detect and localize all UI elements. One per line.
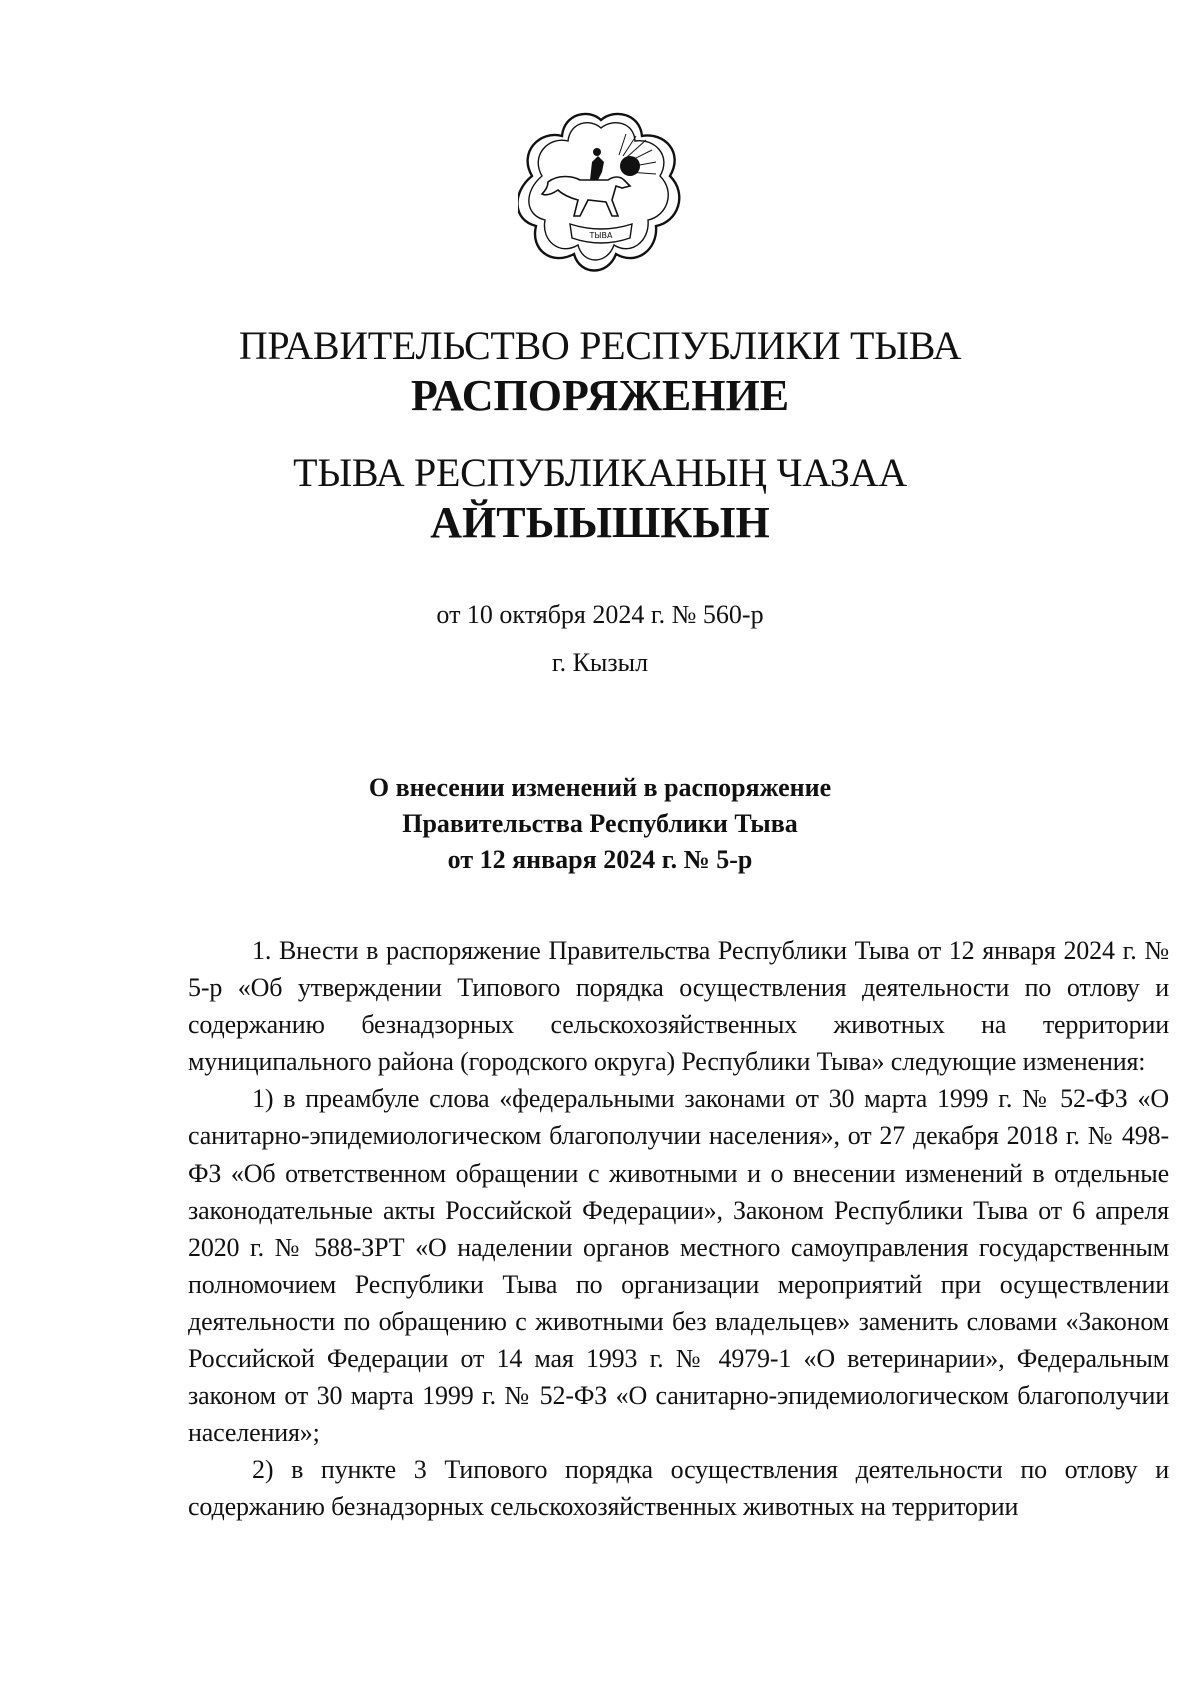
emblem-label: ТЫВА <box>589 231 613 240</box>
document-type-tyva: АЙТЫЫШКЫН <box>430 498 770 547</box>
coat-of-arms-icon <box>518 110 684 276</box>
subject-line: Правительства Республики Тыва <box>402 809 798 838</box>
document-body <box>188 932 1169 1526</box>
document-city: г. Кызыл <box>551 648 649 677</box>
subject-line: от 12 января 2024 г. № 5-р <box>447 845 753 874</box>
body-paragraph: 1) в преамбуле слова «федеральными законами от 30 марта 1999 г. № 52-ФЗ «О санитарно-эпидемиологическом благополучии населения», от 27 декабря 2018 г. № 498-ФЗ «Об ответственном обращении с животными и о внесении изменений в отдельные законодательные акты Российской Федерации», Законом Республики Тыва от 6 апреля 2020 г. № 588-ЗРТ «О наделении органов местного самоуправления государственным полномочием Республики Тыва по организации мероприятий при осуществлении деятельности по обращению с животными без владельцев» заменить словами «Законом Российской Федерации от 14 мая 1993 г. № 4979-1 «О ветеринарии», Федеральным законом от 30 марта 1999 г. № 52-ФЗ «О санитарно-эпидемиологическом благополучии населения»; <box>188 1084 1169 1448</box>
body-paragraph: 2) в пункте 3 Типового порядка осуществления деятельности по отлову и содержанию безнадзорных сельскохозяйственных животных на территории <box>188 1455 1169 1522</box>
document-type: РАСПОРЯЖЕНИЕ <box>410 371 790 420</box>
document-subject <box>0 770 1200 878</box>
subject-line: О внесении изменений в распоряжение <box>368 773 832 802</box>
government-title: ПРАВИТЕЛЬСТВО РЕСПУБЛИКИ ТЫВА <box>238 323 962 368</box>
document-date-number: от 10 октября 2024 г. № 560-р <box>436 600 764 629</box>
government-title-tyva: ТЫВА РЕСПУБЛИКАНЫҢ ЧАЗАА <box>293 450 907 495</box>
body-paragraph: 1. Внести в распоряжение Правительства Республики Тыва от 12 января 2024 г. № 5-р «Об утверждении Типового порядка осуществления деятельности по отлову и содержанию безнадзорных сельскохозяйственных животных на территории муниципального района (городского округа) Республики Тыва» следующие изменения: <box>188 936 1169 1077</box>
